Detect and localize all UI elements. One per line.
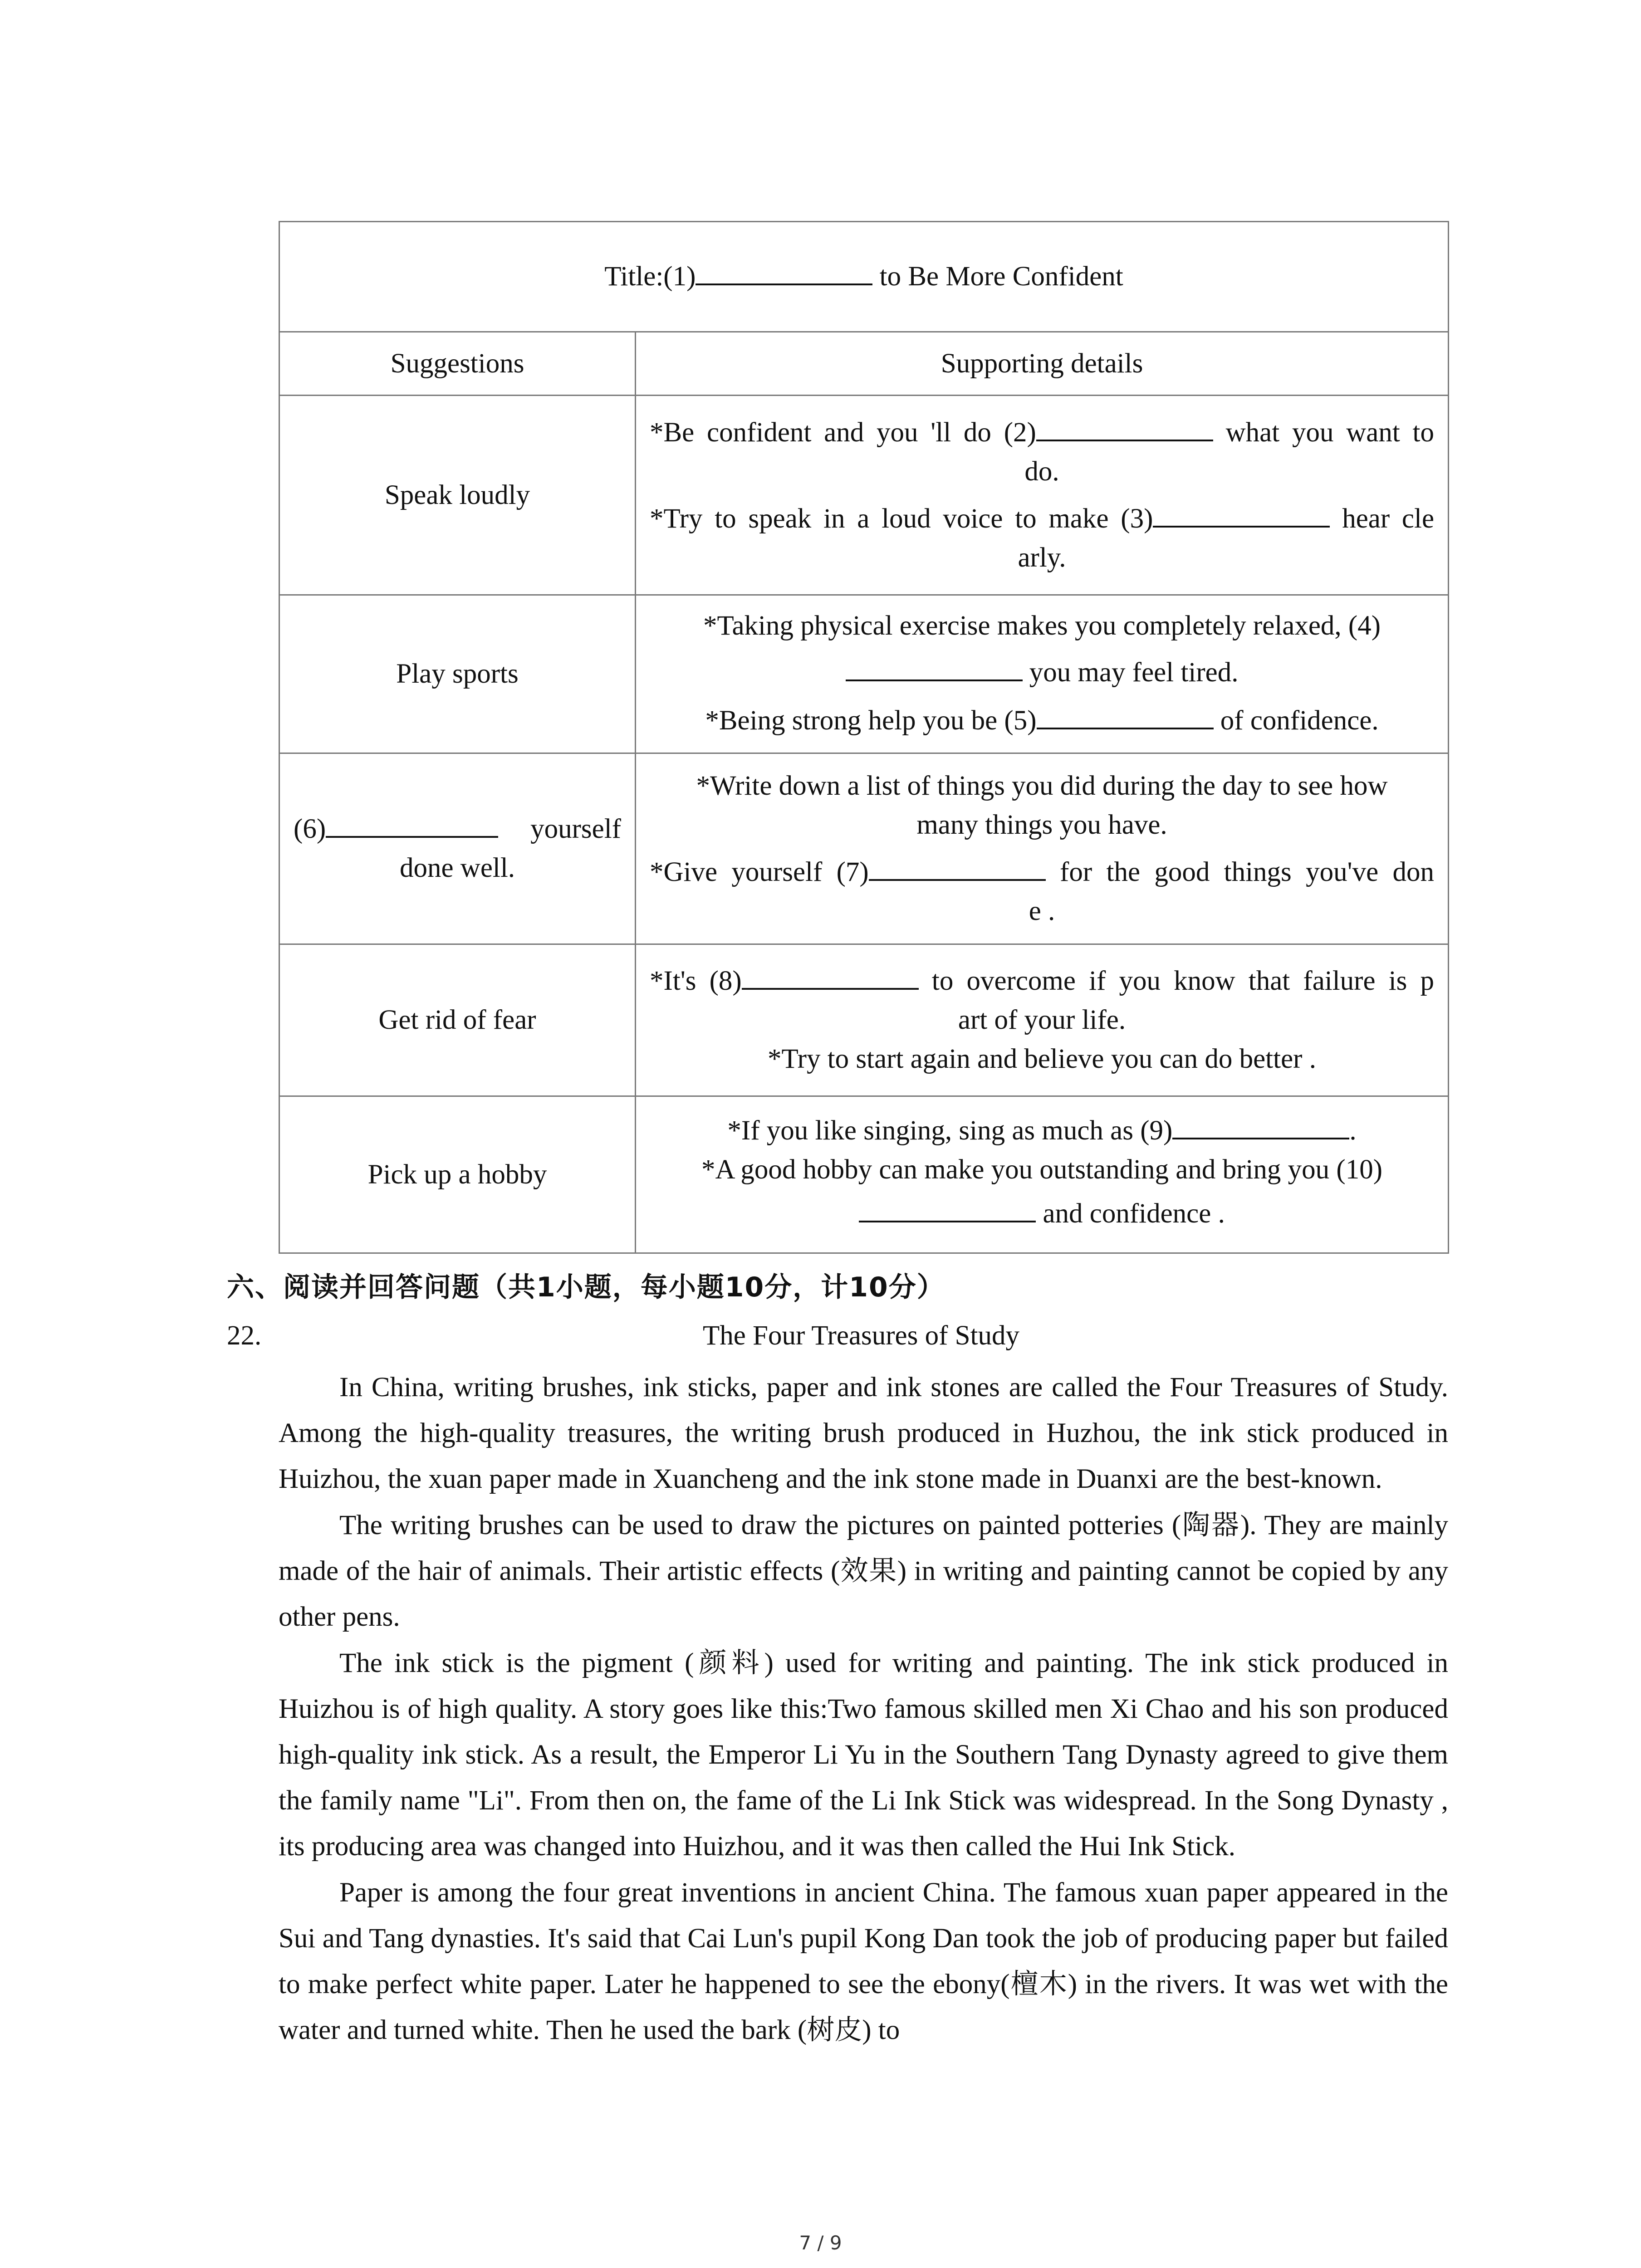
section-heading: 六、阅读并回答问题（共1小题，每小题10分，计10分）: [227, 1271, 945, 1303]
header-suggestions: Suggestions: [279, 332, 636, 396]
blank-2: [1036, 415, 1213, 441]
page-number: 7 / 9: [799, 2232, 842, 2254]
passage-title: The Four Treasures of Study: [702, 1320, 1020, 1351]
suggestion-cell: [279, 753, 636, 944]
table-title-cell: [279, 222, 1449, 332]
suggestion-cell: Play sports: [279, 595, 636, 753]
suggestion-cell: Pick up a hobby: [279, 1096, 636, 1253]
blank-6: [326, 811, 498, 838]
table-header-row: [279, 332, 1449, 396]
suggestion-cell: Speak loudly: [279, 396, 636, 595]
details-cell: [636, 1096, 1449, 1253]
detail-text: art of your life.: [958, 1005, 1126, 1035]
blank-3: [1153, 501, 1330, 528]
suggestion-cell: Get rid of fear: [279, 944, 636, 1096]
detail-text: e .: [1029, 896, 1055, 926]
detail-line: [650, 697, 1434, 745]
blank-7: [869, 854, 1046, 881]
suggestion-text: yourself: [498, 814, 621, 844]
detail-line: [650, 1111, 1434, 1150]
passage-paragraph: Paper is among the four great inventions in ancient China. The famous xuan paper appeared in the Sui and Tang dynasties. It's said that Cai Lun's pupil Kong Dan took the job of producing paper but failed to make perfect white paper. Later he happened to see the ebony(檀木) in the rivers. It was wet with the water and turned white. Then he used the bark (树皮) to: [279, 1877, 1448, 2045]
detail-text: *Try to speak in a loud voice to make (3): [650, 503, 1153, 534]
detail-text: .: [1349, 1115, 1357, 1146]
detail-text: *Be confident and you 'll do (2): [650, 417, 1036, 448]
details-cell: [636, 753, 1449, 944]
detail-text: you may feel tired.: [1022, 657, 1239, 688]
detail-line: [650, 892, 1434, 931]
table-row: [279, 753, 1449, 944]
detail-text: *Give yourself (7): [650, 857, 869, 887]
table-row: [279, 396, 1449, 595]
detail-line: [650, 538, 1434, 577]
detail-line: [650, 1040, 1434, 1079]
blank-8: [742, 963, 919, 990]
detail-text: arly.: [1018, 542, 1066, 573]
detail-line: [650, 1150, 1434, 1189]
detail-line: [650, 603, 1434, 649]
detail-text: hear cle: [1330, 503, 1435, 534]
suggestion-line: [294, 849, 621, 888]
detail-line: [650, 806, 1434, 845]
question-number: 22.: [227, 1320, 262, 1351]
detail-line: [650, 413, 1434, 452]
detail-text: to overcome if you know that failure is p: [918, 966, 1435, 996]
detail-text: *Write down a list of things you did during the day to see how: [696, 771, 1388, 801]
header-supporting-details: Supporting details: [636, 332, 1449, 396]
detail-line: [650, 767, 1434, 806]
detail-text: for the good things you've don: [1045, 857, 1435, 887]
blank-1: [696, 259, 872, 285]
blank-9: [1172, 1113, 1349, 1139]
detail-text: do.: [1024, 456, 1059, 487]
blank-4: [846, 655, 1023, 681]
detail-text: *It's (8): [650, 966, 742, 996]
table-row: [279, 1096, 1449, 1253]
passage-paragraph: The writing brushes can be used to draw the pictures on painted potteries (陶器). They are mainly made of the hair of animals. Their artistic effects (效果) in writing and painting cannot be copied by any other pens.: [279, 1510, 1448, 1632]
detail-line: [650, 649, 1434, 697]
table-title-row: [279, 222, 1449, 332]
detail-text: *Being strong help you be (5): [705, 705, 1037, 736]
detail-text: of confidence.: [1213, 705, 1379, 736]
table-title-after: to Be More Confident: [872, 261, 1123, 292]
detail-text: what you want to: [1213, 417, 1435, 448]
detail-text: *If you like singing, sing as much as (9): [727, 1115, 1173, 1146]
detail-line: [650, 1001, 1434, 1040]
blank-10: [859, 1196, 1036, 1222]
passage-paragraph: The ink stick is the pigment (颜料) used for writing and painting. The ink stick produced in Huizhou is of high quality. A story goes like this:Two famous skilled men Xi Chao and his son produced high-quality ink stick. As a result, the Emperor Li Yu in the Southern Tang Dynasty agreed to give them the family name "Li". From then on, the fame of the Li Ink Stick was widespread. In the Song Dynasty , its producing area was changed into Huizhou, and it was then called the Hui Ink Stick.: [279, 1648, 1448, 1862]
details-cell: [636, 396, 1449, 595]
detail-line: [650, 962, 1434, 1001]
passage-paragraph: In China, writing brushes, ink sticks, paper and ink stones are called the Four Treasures of Study. Among the high-quality treasures, the writing brush produced in Huzhou, the ink stick produced in Huizhou, the xuan paper made in Xuancheng and the ink stone made in Duanxi are the best-known.: [279, 1372, 1448, 1494]
blank-5: [1037, 703, 1214, 729]
table-title-before: Title:(1): [604, 261, 696, 292]
table-row: [279, 944, 1449, 1096]
reading-passage: [279, 1364, 1448, 2053]
fill-in-table: [279, 221, 1449, 1254]
detail-line: [650, 853, 1434, 892]
detail-line: [650, 452, 1434, 491]
detail-line: [650, 1189, 1434, 1238]
detail-text: *Try to start again and believe you can do better .: [768, 1044, 1316, 1074]
details-cell: [636, 595, 1449, 753]
detail-line: [650, 499, 1434, 538]
detail-text: *Taking physical exercise makes you completely relaxed, (4): [703, 611, 1381, 641]
suggestion-line: [294, 810, 621, 849]
detail-text: many things you have.: [916, 810, 1167, 840]
details-cell: [636, 944, 1449, 1096]
table-row: [279, 595, 1449, 753]
suggestion-text: done well.: [399, 853, 515, 883]
suggestion-text: (6): [294, 814, 326, 844]
detail-text: *A good hobby can make you outstanding and bring you (10): [701, 1154, 1383, 1185]
passage-title-wrap: [0, 1320, 1641, 1352]
detail-text: and confidence .: [1036, 1198, 1225, 1229]
